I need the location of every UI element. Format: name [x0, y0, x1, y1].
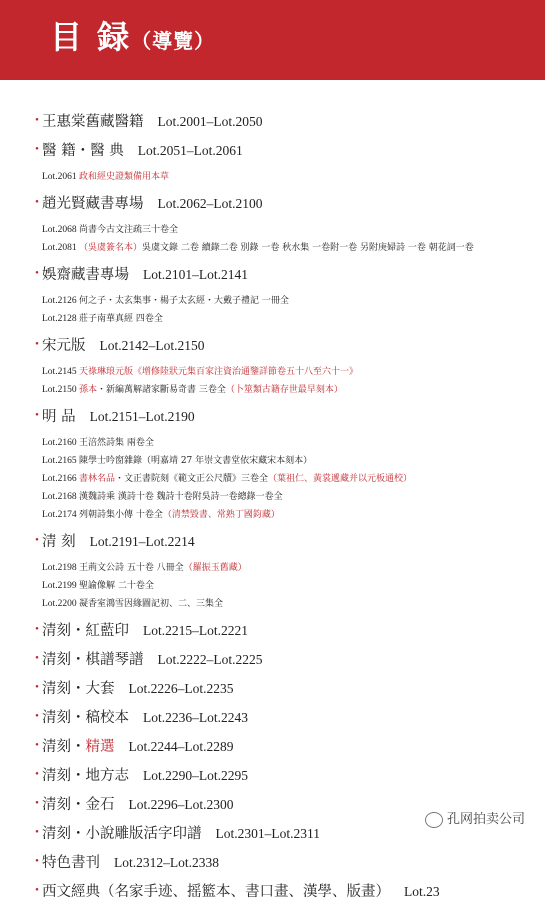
section-lot-range: Lot.2312–Lot.2338	[114, 855, 219, 870]
section-name	[42, 793, 234, 817]
lot-number: Lot.2198	[42, 563, 79, 573]
section-lot-range: Lot.2301–Lot.2311	[215, 826, 320, 841]
section-title: 清 刻	[42, 534, 76, 550]
section-title-highlight: 精選	[85, 739, 115, 755]
section-title: 清刻・稿校本	[42, 710, 129, 726]
section-title: 清刻・紅藍印	[42, 623, 129, 639]
section-name	[42, 530, 195, 554]
section-name	[42, 706, 248, 730]
section-name	[42, 851, 219, 875]
section-lot-range: Lot.2215–Lot.2221	[143, 623, 248, 638]
toc-lot-entry[interactable]	[0, 381, 545, 399]
section-name	[42, 334, 205, 358]
section-title: 特色書刊	[42, 855, 100, 871]
lot-highlight: （吳虞簽名本）	[78, 243, 142, 253]
section-name	[42, 619, 248, 643]
watermark	[425, 808, 525, 828]
lot-title: ・文正書院刻《範文正公尺牘》三卷全	[114, 474, 268, 484]
section-name	[42, 764, 248, 788]
toc-lot-entry[interactable]	[0, 595, 545, 613]
toc-section[interactable]	[0, 648, 545, 671]
lot-title: 王涪然詩集 兩卷全	[78, 438, 154, 448]
toc-section[interactable]	[0, 851, 545, 874]
bullet-icon: ・	[30, 796, 44, 812]
lot-number: Lot.2128	[42, 314, 79, 324]
section-name	[42, 405, 195, 429]
toc-section[interactable]	[0, 334, 545, 357]
lot-number: Lot.2068	[42, 225, 79, 235]
lot-title: ・新編萬解諸家斷易奇書 三卷全	[96, 385, 226, 395]
section-name	[42, 192, 263, 216]
bullet-icon: ・	[30, 622, 44, 638]
page-title	[50, 17, 215, 61]
section-title: 清刻・地方志	[42, 768, 129, 784]
lot-title: 凝香室鴻雪因緣圖記初、二、三集全	[78, 599, 223, 609]
toc-section[interactable]	[0, 764, 545, 787]
section-title: 清刻・金石	[42, 797, 115, 813]
lot-title: 漢魏詩乘 漢詩十卷 魏詩十卷附吳詩一卷總錄一卷全	[78, 492, 283, 502]
section-lot-range: Lot.2001–Lot.2050	[157, 114, 263, 129]
lot-note: （清禁毀書、常熟丁國鈞藏）	[162, 510, 280, 520]
bullet-icon: ・	[30, 651, 44, 667]
section-lot-range: Lot.2062–Lot.2100	[157, 196, 263, 211]
title-subtitle: （導覽）	[131, 29, 216, 53]
lot-number: Lot.2174	[42, 510, 79, 520]
section-title: 娛齋藏書專場	[42, 267, 129, 283]
section-lot-range: Lot.2151–Lot.2190	[89, 409, 195, 424]
lot-number: Lot.2150	[42, 385, 79, 395]
lot-title: 尚書今古文注疏三十卷全	[78, 225, 178, 235]
lot-title: 聖諭像解 二十卷全	[78, 581, 154, 591]
section-lot-range: Lot.2236–Lot.2243	[143, 710, 248, 725]
lot-number: Lot.2081	[42, 243, 79, 253]
toc-section[interactable]	[0, 192, 545, 215]
toc-lot-entry[interactable]	[0, 559, 545, 577]
toc-lot-entry[interactable]	[0, 310, 545, 328]
lot-note: （卜筮類古籍存世最早刻本）	[225, 385, 343, 395]
bullet-icon: ・	[30, 408, 44, 424]
section-name	[42, 880, 440, 904]
toc-section[interactable]	[0, 110, 545, 133]
section-lot-range: Lot.2226–Lot.2235	[128, 681, 234, 696]
section-title: 清刻・小說雕版活字印譜	[42, 826, 202, 842]
toc-lot-entry[interactable]	[0, 506, 545, 524]
toc-section[interactable]	[0, 706, 545, 729]
bullet-icon: ・	[30, 883, 44, 899]
bullet-icon: ・	[30, 337, 44, 353]
toc-lot-entry[interactable]	[0, 452, 545, 470]
section-title: 宋元版	[42, 338, 86, 354]
toc-lot-entry[interactable]	[0, 168, 545, 186]
lot-number: Lot.2061	[42, 172, 79, 182]
section-title: 清刻・	[42, 739, 86, 755]
section-lot-range: Lot.2244–Lot.2289	[128, 739, 234, 754]
bullet-icon: ・	[30, 825, 44, 841]
table-of-contents	[0, 110, 545, 909]
bullet-icon: ・	[30, 266, 44, 282]
toc-section[interactable]	[0, 619, 545, 642]
toc-lot-entry[interactable]	[0, 221, 545, 239]
bullet-icon: ・	[30, 854, 44, 870]
section-title: 趙光賢藏書專場	[42, 196, 144, 212]
section-name	[42, 735, 234, 759]
toc-lot-entry[interactable]	[0, 363, 545, 381]
lot-note: （葉祖仁、黃裳遞藏并以元板通校）	[267, 474, 412, 484]
lot-note: （羅振玉舊藏）	[183, 563, 247, 573]
toc-section[interactable]	[0, 735, 545, 758]
lot-number: Lot.2126	[42, 296, 79, 306]
lot-highlight: 天祿琳琅元版《增修陸狀元集百家注資治通鑒詳節卷五十八至六十一》	[78, 367, 358, 377]
lot-number: Lot.2160	[42, 438, 79, 448]
toc-section[interactable]	[0, 405, 545, 428]
bullet-icon: ・	[30, 738, 44, 754]
lot-number: Lot.2165	[42, 456, 79, 466]
section-name	[42, 139, 243, 163]
bullet-icon: ・	[30, 142, 44, 158]
section-name	[42, 263, 248, 287]
toc-section[interactable]	[0, 139, 545, 162]
lot-highlight: 孫本	[78, 385, 97, 395]
bullet-icon: ・	[30, 709, 44, 725]
section-title: 明 品	[42, 409, 76, 425]
lot-title: 王荊文公詩 五十卷 八冊全	[78, 563, 184, 573]
lot-title: 莊子南華真經 四卷全	[78, 314, 163, 324]
toc-section[interactable]	[0, 530, 545, 553]
section-lot-range: Lot.23	[404, 884, 440, 899]
section-lot-range: Lot.2191–Lot.2214	[89, 534, 195, 549]
section-title: 王惠棠舊藏醫籍	[42, 114, 144, 130]
lot-highlight: 書林名品	[78, 474, 115, 484]
section-title: 清刻・棋譜琴譜	[42, 652, 144, 668]
bullet-icon: ・	[30, 533, 44, 549]
toc-lot-entry[interactable]	[0, 292, 545, 310]
lot-title: 吳虞文錄 二卷 續錄二卷 別錄 一卷 秋水集 一卷附一卷 另附庚婦詩 一卷 朝花詞一卷	[141, 243, 474, 253]
section-title: 西文經典（名家手迹、摇籃本、書口畫、漢學、版畫）	[42, 884, 390, 900]
section-lot-range: Lot.2296–Lot.2300	[128, 797, 234, 812]
toc-lot-entry[interactable]	[0, 577, 545, 595]
lot-title: 陳學士吟窗雜錄（明嘉靖 27 年崇文書堂依宋藏宋本刻本）	[78, 456, 313, 466]
lot-number: Lot.2145	[42, 367, 79, 377]
bullet-icon: ・	[30, 113, 44, 129]
section-name	[42, 110, 263, 134]
toc-lot-entry[interactable]	[0, 470, 545, 488]
toc-section[interactable]	[0, 677, 545, 700]
toc-lot-entry[interactable]	[0, 434, 545, 452]
section-lot-range: Lot.2101–Lot.2141	[143, 267, 248, 282]
bullet-icon: ・	[30, 195, 44, 211]
toc-section[interactable]	[0, 880, 545, 903]
section-title: 醫 籍・醫 典	[42, 143, 124, 159]
lot-highlight: 政和經史證類備用本草	[78, 172, 169, 182]
section-name	[42, 822, 320, 846]
toc-lot-entry[interactable]	[0, 239, 545, 257]
section-name	[42, 677, 234, 701]
section-lot-range: Lot.2290–Lot.2295	[143, 768, 248, 783]
lot-number: Lot.2199	[42, 581, 79, 591]
section-lot-range: Lot.2142–Lot.2150	[99, 338, 205, 353]
toc-lot-entry[interactable]	[0, 488, 545, 506]
watermark-text: 孔网拍卖公司	[447, 812, 526, 827]
bullet-icon: ・	[30, 680, 44, 696]
wechat-icon	[425, 812, 443, 828]
toc-section[interactable]	[0, 263, 545, 286]
section-name	[42, 648, 263, 672]
header-banner	[0, 0, 545, 80]
title-main: 目 録	[50, 18, 132, 56]
section-lot-range: Lot.2051–Lot.2061	[137, 143, 243, 158]
lot-title: 何之子・太玄集事・楊子太玄經・大戴子禮記 一冊全	[78, 296, 289, 306]
lot-number: Lot.2200	[42, 599, 79, 609]
bullet-icon: ・	[30, 767, 44, 783]
lot-number: Lot.2168	[42, 492, 79, 502]
section-lot-range: Lot.2222–Lot.2225	[157, 652, 263, 667]
lot-number: Lot.2166	[42, 474, 79, 484]
section-title: 清刻・大套	[42, 681, 115, 697]
lot-title: 列朝詩集小傳 十卷全	[78, 510, 163, 520]
